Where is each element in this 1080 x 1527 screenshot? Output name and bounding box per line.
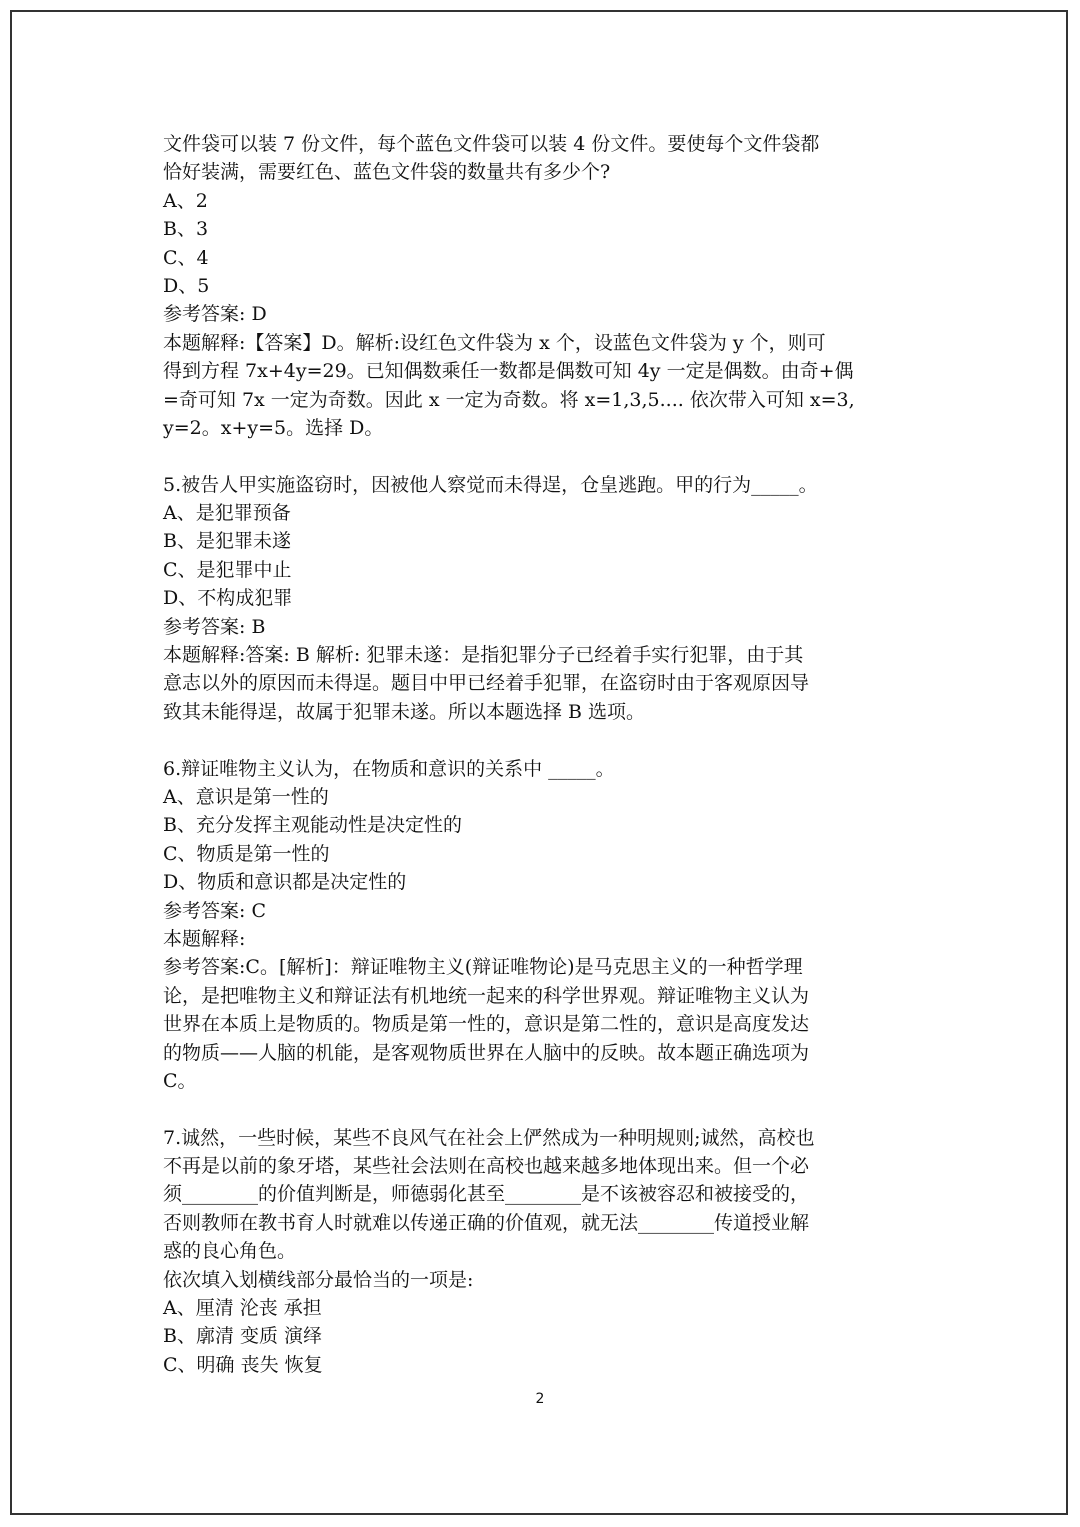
spacer <box>163 1095 923 1123</box>
q5-option-c: C、是犯罪中止 <box>163 558 292 581</box>
q6-explanation-line-3: 世界在本质上是物质的。物质是第一性的，意识是第二性的，意识是高度发达 <box>163 1013 810 1036</box>
q5-option-a: A、是犯罪预备 <box>163 502 291 525</box>
q6-explanation-line-1: 参考答案:C。[解析]：辩证唯物主义(辩证唯物论)是马克思主义的一种哲学理 <box>163 956 803 979</box>
q6-option-d: D、物质和意识都是决定性的 <box>163 871 407 894</box>
q6-option-c: C、物质是第一性的 <box>163 842 330 865</box>
q4-option-a: A、2 <box>163 189 208 212</box>
q4-explanation-line-3: =奇可知 7x 一定为奇数。因此 x 一定为奇数。将 x=1,3,5.... 依次带入可知 x=3, <box>163 388 855 411</box>
q7-option-a: A、厘清 沦丧 承担 <box>163 1297 322 1320</box>
q6-explanation-label: 本题解释: <box>163 927 246 950</box>
q6-answer: 参考答案: C <box>163 899 266 922</box>
q4-explanation-line-4: y=2。x+y=5。选择 D。 <box>163 416 384 439</box>
page-number: 2 <box>535 1391 545 1407</box>
q4-explanation-line-1: 本题解释:【答案】D。解析:设红色文件袋为 x 个，设蓝色文件袋为 y 个，则可 <box>163 331 826 354</box>
q7-stem-line-2: 不再是以前的象牙塔，某些社会法则在高校也越来越多地体现出来。但一个必 <box>163 1155 810 1178</box>
q7-option-c: C、明确 丧失 恢复 <box>163 1353 323 1376</box>
q4-answer: 参考答案: D <box>163 303 267 326</box>
q7-option-b: B、廓清 变质 演绎 <box>163 1325 323 1348</box>
page-content <box>163 130 923 1379</box>
q6-option-a: A、意识是第一性的 <box>163 785 329 808</box>
q7-stem-line-4: 否则教师在教书育人时就难以传递正确的价值观，就无法________传道授业解 <box>163 1211 810 1234</box>
q5-option-d: D、不构成犯罪 <box>163 587 293 610</box>
q6-option-b: B、充分发挥主观能动性是决定性的 <box>163 814 462 837</box>
q4-option-b: B、3 <box>163 218 209 241</box>
q6-explanation-line-2: 论，是把唯物主义和辩证法有机地统一起来的科学世界观。辩证唯物主义认为 <box>163 984 810 1007</box>
q6-stem: 6.辩证唯物主义认为，在物质和意识的关系中 _____。 <box>163 757 615 780</box>
q6-explanation-line-5: C。 <box>163 1069 197 1092</box>
q5-explanation-line-2: 意志以外的原因而未得逞。题目中甲已经着手犯罪，在盗窃时由于客观原因导 <box>163 672 810 695</box>
q4-option-d: D、5 <box>163 274 210 297</box>
q7-stem-line-1: 7.诚然，一些时候，某些不良风气在社会上俨然成为一种明规则;诚然，高校也 <box>163 1126 815 1149</box>
q7-stem-line-5: 惑的良心角色。 <box>163 1240 297 1263</box>
q5-explanation-line-3: 致其未能得逞，故属于犯罪未遂。所以本题选择 B 选项。 <box>163 700 646 723</box>
q4-stem-line-1: 文件袋可以装 7 份文件，每个蓝色文件袋可以装 4 份文件。要使每个文件袋都 <box>163 133 820 155</box>
spacer <box>163 726 923 754</box>
spacer <box>163 442 923 470</box>
q7-stem-line-6: 依次填入划横线部分最恰当的一项是: <box>163 1268 474 1291</box>
q4-option-c: C、4 <box>163 246 209 269</box>
q5-option-b: B、是犯罪未遂 <box>163 530 291 553</box>
q7-stem-line-3: 须________的价值判断是，师德弱化甚至________是不该被容忍和被接受的， <box>163 1183 810 1206</box>
q4-explanation-line-2: 得到方程 7x+4y=29。已知偶数乘任一数都是偶数可知 4y 一定是偶数。由奇+偶 <box>163 360 854 383</box>
q4-stem-line-2: 恰好装满，需要红色、蓝色文件袋的数量共有多少个? <box>163 161 611 184</box>
q5-answer: 参考答案: B <box>163 615 266 638</box>
q5-stem: 5.被告人甲实施盗窃时，因被他人察觉而未得逞，仓皇逃跑。甲的行为_____。 <box>163 473 818 496</box>
q6-explanation-line-4: 的物质——人脑的机能，是客观物质世界在人脑中的反映。故本题正确选项为 <box>163 1041 810 1064</box>
q5-explanation-line-1: 本题解释:答案: B 解析: 犯罪未遂：是指犯罪分子已经着手实行犯罪，由于其 <box>163 644 804 667</box>
